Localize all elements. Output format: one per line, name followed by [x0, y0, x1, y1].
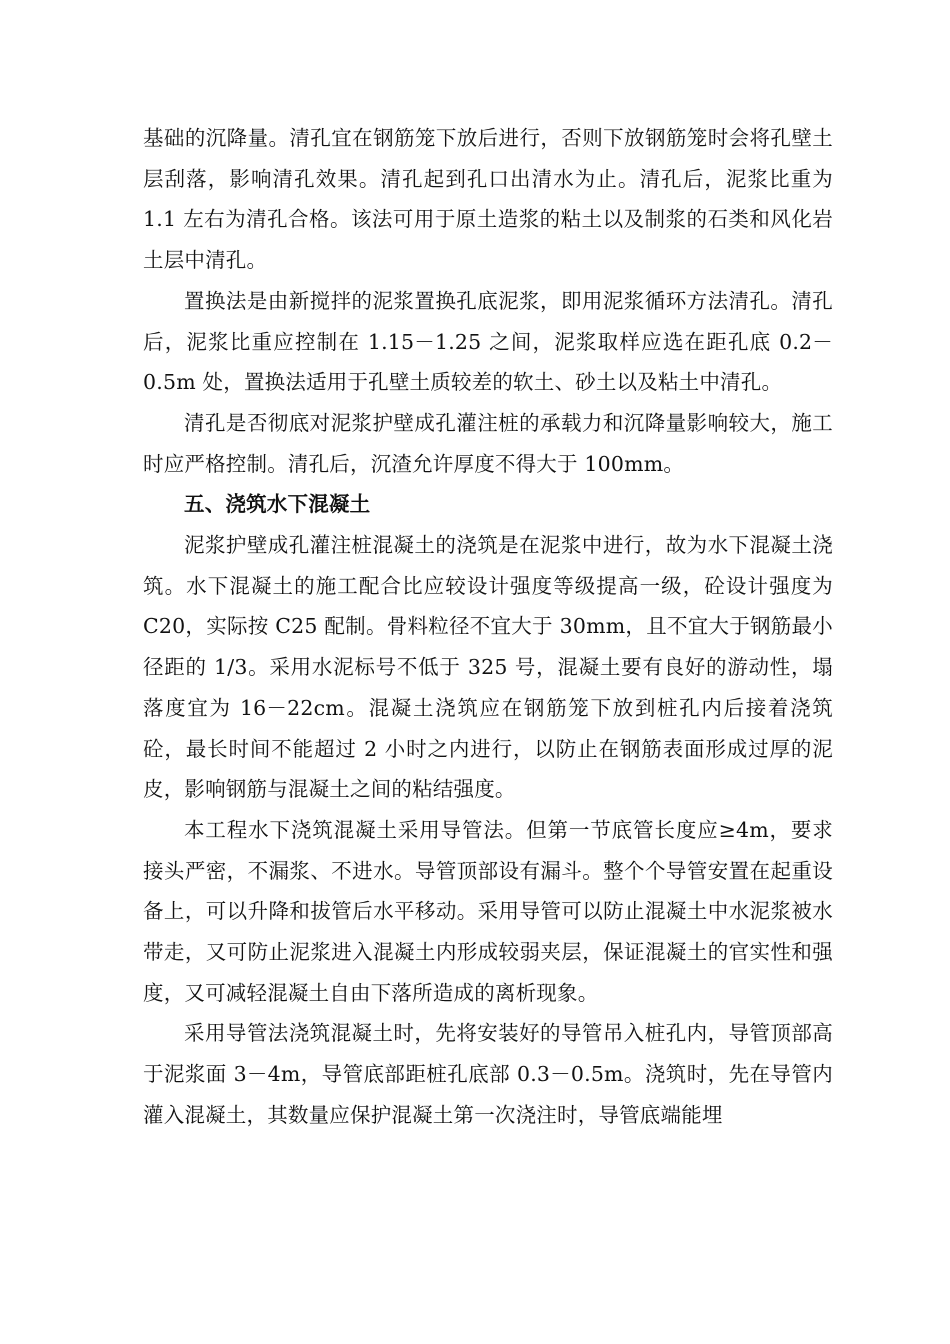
- paragraph-tremie-pouring: 采用导管法浇筑混凝土时，先将安装好的导管吊入桩孔内，导管顶部高于泥浆面 3－4m，导管底部距桩孔底部 0.3－0.5m。浇筑时，先在导管内灌入混凝土，其数量应保护混凝土第一次浇注时，导管底端能埋: [143, 1021, 833, 1127]
- paragraph-replacement-method: 置换法是由新搅拌的泥浆置换孔底泥浆，即用泥浆循环方法清孔。清孔后，泥浆比重应控制在 1.15－1.25 之间，泥浆取样应选在距孔底 0.2－0.5m 处，置换法适用于孔壁土质较差的软土、砂土以及粘土中清孔。: [143, 288, 833, 395]
- document-page: [143, 118, 833, 1136]
- section-heading: 五、浇筑水下混凝土: [184, 492, 371, 517]
- paragraph-clear-hole-method: 基础的沉降量。清孔宜在钢筋笼下放后进行，否则下放钢筋笼时会将孔壁土层刮落，影响清孔效果。清孔起到孔口出清水为止。清孔后，泥浆比重为 1.1 左右为清孔合格。该法可用于原土造浆的粘土以及制浆的石类和风化岩土层中清孔。: [143, 126, 833, 273]
- paragraph-underwater-concrete: 泥浆护壁成孔灌注桩混凝土的浇筑是在泥浆中进行，故为水下混凝土浇筑。水下混凝土的施工配合比应较设计强度等级提高一级，砼设计强度为 C20，实际按 C25 配制。骨料粒径不宜大于 30mm，且不宜大于钢筋最小径距的 1/3。采用水泥标号不低于 325 号，混凝土要有良好的游动性，塌落度宜为 16－22cm。混凝土浇筑应在钢筋笼下放到桩孔内后接着浇筑砼，最长时间不能超过 2 小时之内进行，以防止在钢筋表面形成过厚的泥皮，影响钢筋与混凝土之间的粘结强度。: [143, 533, 833, 802]
- paragraph-clear-hole-control: 清孔是否彻底对泥浆护壁成孔灌注桩的承载力和沉降量影响较大，施工时应严格控制。清孔后，沉渣允许厚度不得大于 100mm。: [143, 410, 833, 476]
- paragraph-tremie-method: 本工程水下浇筑混凝土采用导管法。但第一节底管长度应≥4m，要求接头严密，不漏浆、不进水。导管顶部设有漏斗。整个个导管安置在起重设备上，可以升降和拔管后水平移动。采用导管可以防止混凝土中水泥浆被水带走，又可防止泥浆进入混凝土内形成较弱夹层，保证混凝土的官实性和强度，又可减轻混凝土自由下落所造成的离析现象。: [143, 817, 833, 1005]
